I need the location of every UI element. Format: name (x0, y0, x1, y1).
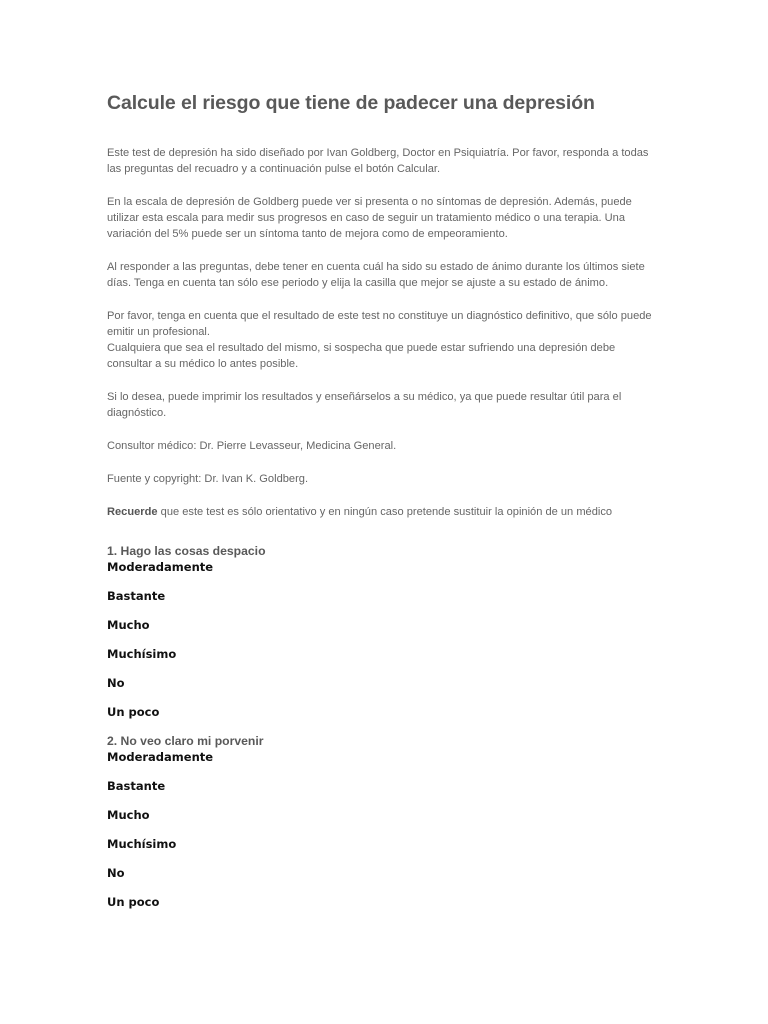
reminder-bold: Recuerde (107, 506, 158, 518)
answer-option-mucho[interactable]: Mucho (107, 618, 150, 632)
question-1 (107, 543, 663, 720)
intro-paragraph: Al responder a las preguntas, debe tener en cuenta cuál ha sido su estado de ánimo durante los últimos siete días. Tenga en cuenta tan sólo ese periodo y elija la casilla que mejor se ajuste a su estado de ánimo. (107, 261, 645, 289)
question-2 (107, 733, 663, 910)
intro-text (107, 145, 663, 537)
reminder-text: que este test es sólo orientativo y en ningún caso pretende sustituir la opinión de un médico (157, 506, 613, 518)
answer-option-mucho[interactable]: Mucho (107, 808, 150, 822)
answer-option-no[interactable]: No (107, 676, 125, 690)
answer-option-no[interactable]: No (107, 866, 125, 880)
question-title: 1. Hago las cosas despacio (107, 544, 266, 558)
question-title: 2. No veo claro mi porvenir (107, 734, 264, 748)
answer-option-un-poco[interactable]: Un poco (107, 705, 160, 719)
answer-options (107, 749, 663, 910)
answer-options (107, 559, 663, 720)
answer-option-muchisimo[interactable]: Muchísimo (107, 647, 177, 661)
intro-paragraph: Este test de depresión ha sido diseñado por Ivan Goldberg, Doctor en Psiquiatría. Por favor, responda a todas las preguntas del recuadro y a continuación pulse el botón Calcular. (107, 147, 649, 175)
answer-option-bastante[interactable]: Bastante (107, 589, 166, 603)
answer-option-muchisimo[interactable]: Muchísimo (107, 837, 177, 851)
medical-consultant: Consultor médico: Dr. Pierre Levasseur, Medicina General. (107, 440, 397, 452)
page-title: Calcule el riesgo que tiene de padecer una depresión (107, 92, 595, 114)
questionnaire (107, 543, 663, 923)
reminder-paragraph (107, 504, 663, 520)
answer-option-un-poco[interactable]: Un poco (107, 895, 160, 909)
print-paragraph: Si lo desea, puede imprimir los resultados y enseñárselos a su médico, ya que puede resultar útil para el diagnóstico. (107, 391, 622, 419)
source-copyright: Fuente y copyright: Dr. Ivan K. Goldberg. (107, 473, 309, 485)
answer-option-bastante[interactable]: Bastante (107, 779, 166, 793)
disclaimer-line-1: Por favor, tenga en cuenta que el resultado de este test no constituye un diagnóstico definitivo, que sólo puede emitir un profesional. Cualquiera que sea el resultado del mismo, si sospecha que puede estar sufriendo una depresión debe consultar a su médico lo antes posible. (107, 310, 652, 370)
answer-option-moderadamente[interactable]: Moderadamente (107, 560, 214, 574)
disclaimer-paragraph (107, 308, 663, 372)
intro-paragraph: En la escala de depresión de Goldberg puede ver si presenta o no síntomas de depresión. Además, puede utilizar esta escala para medir sus progresos en caso de seguir un tratamiento médico o una terapia. Una variación del 5% puede ser un síntoma tanto de mejora como de empeoramiento. (107, 196, 632, 240)
answer-option-moderadamente[interactable]: Moderadamente (107, 750, 214, 764)
